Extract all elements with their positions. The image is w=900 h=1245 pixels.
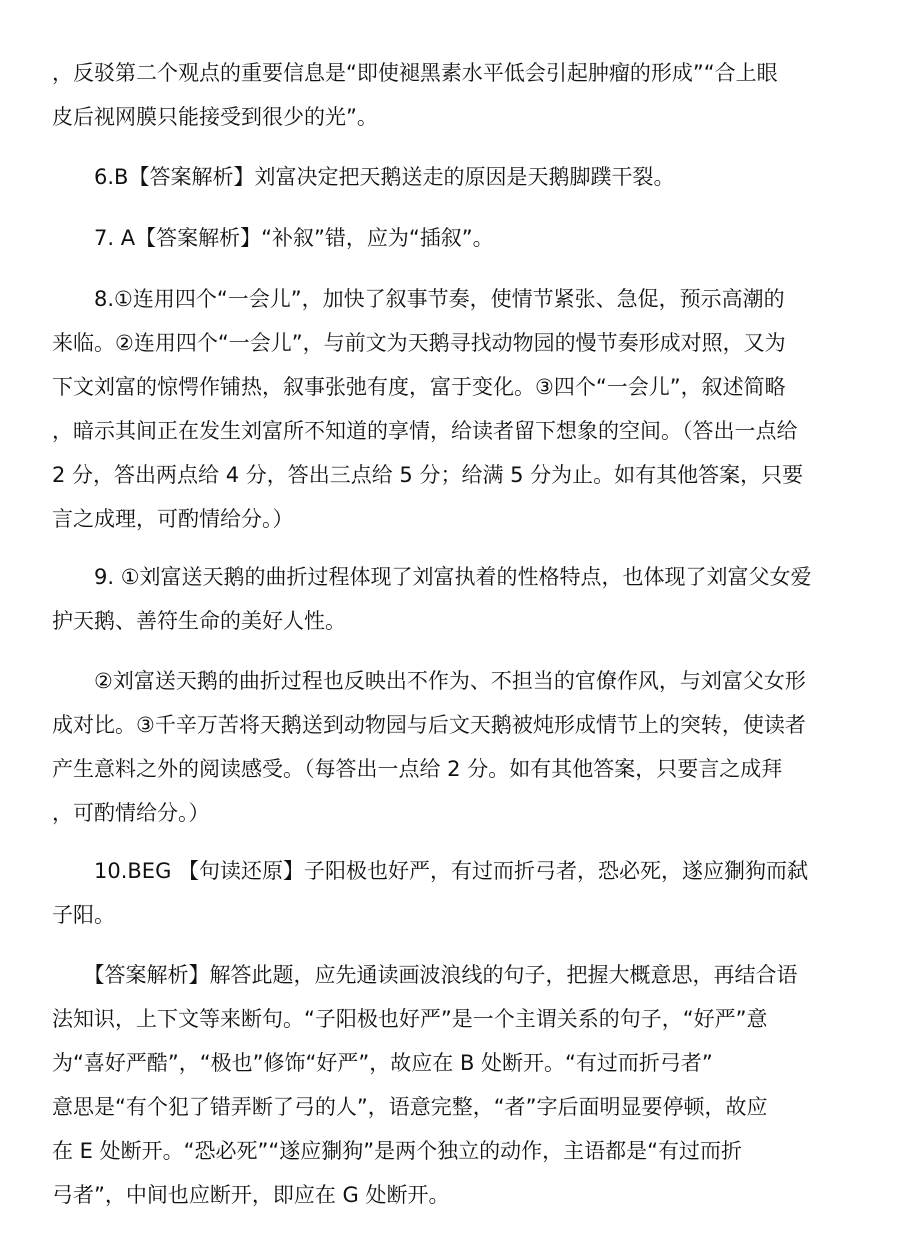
text-line: 意思是“有个犯了错弄断了弓的人”，语意完整，“者”字后面明显要停顿，故应 — [52, 1095, 768, 1119]
text-line: 【答案解析】解答此题，应先通读画波浪线的句子，把握大概意思，再结合语 — [52, 963, 798, 987]
text-line: 7. A【答案解析】“补叙”错，应为“插叙”。 — [52, 226, 494, 250]
text-line: 子阳。 — [52, 903, 115, 927]
paragraph-answer-10-analysis — [52, 953, 852, 1217]
paragraph-answer-8 — [52, 277, 852, 541]
paragraph-answer-6 — [52, 155, 852, 199]
text-line: 来临。②连用四个“一会儿”，与前文为天鹅寻找动物园的慢节奏形成对照，又为 — [52, 331, 786, 355]
text-line: 成对比。③千辛万苦将天鹅送到动物园与后文天鹅被炖形成情节上的突转，使读者 — [52, 713, 806, 737]
text-line: ②刘富送天鹅的曲折过程也反映出不作为、不担当的官僚作风，与刘富父女形 — [52, 669, 806, 693]
text-line: 为“喜好严酷”，“极也”修饰“好严”，故应在 B 处断开。“有过而折弓者” — [52, 1051, 713, 1075]
text-line: 6.B【答案解析】刘富决定把天鹅送走的原因是天鹅脚蹼干裂。 — [52, 165, 675, 189]
text-line: 产生意料之外的阅读感受。（每答出一点给 2 分。如有其他答案，只要言之成拜 — [52, 757, 783, 781]
text-line: ，反驳第二个观点的重要信息是“即使褪黑素水平低会引起肿瘤的形成”“合上眼 — [52, 61, 778, 85]
text-line: ，可酌情给分。） — [52, 801, 210, 825]
paragraph-answer-10 — [52, 849, 852, 937]
paragraph-answer-7 — [52, 216, 852, 260]
text-line: 皮后视网膜只能接受到很少的光”。 — [52, 105, 378, 129]
text-line: 9. ①刘富送天鹅的曲折过程体现了刘富执着的性格特点，也体现了刘富父女爱 — [52, 565, 812, 589]
text-line: 在 E 处断开。“恐必死”“遂应猘狗”是两个独立的动作，主语都是“有过而折 — [52, 1139, 743, 1163]
paragraph-5-tail — [52, 51, 852, 139]
text-line: ，暗示其间正在发生刘富所不知道的享情，给读者留下想象的空间。（答出一点给 — [52, 419, 798, 443]
paragraph-answer-9-continued — [52, 659, 852, 835]
text-line: 法知识，上下文等来断句。“子阳极也好严”是一个主谓关系的句子，“好严”意 — [52, 1007, 768, 1031]
text-line: 下文刘富的惊愕作铺热，叙事张弛有度，富于变化。③四个“一会儿”，叙述简略 — [52, 375, 786, 399]
text-line: 2 分，答出两点给 4 分，答出三点给 5 分；给满 5 分为止。如有其他答案，只要 — [52, 463, 804, 487]
text-line: 护天鹅、善符生命的美好人性。 — [52, 609, 346, 633]
text-line: 8.①连用四个“一会儿”，加快了叙事节奏，使情节紧张、急促，预示高潮的 — [52, 287, 785, 311]
text-line: 言之成理，可酌情给分。） — [52, 507, 294, 531]
text-line: 10.BEG 【句读还原】子阳极也好严，有过而折弓者，恐必死，遂应猘狗而弑 — [52, 859, 809, 883]
paragraph-answer-9 — [52, 555, 852, 643]
text-line: 弓者”，中间也应断开，即应在 G 处断开。 — [52, 1183, 450, 1207]
